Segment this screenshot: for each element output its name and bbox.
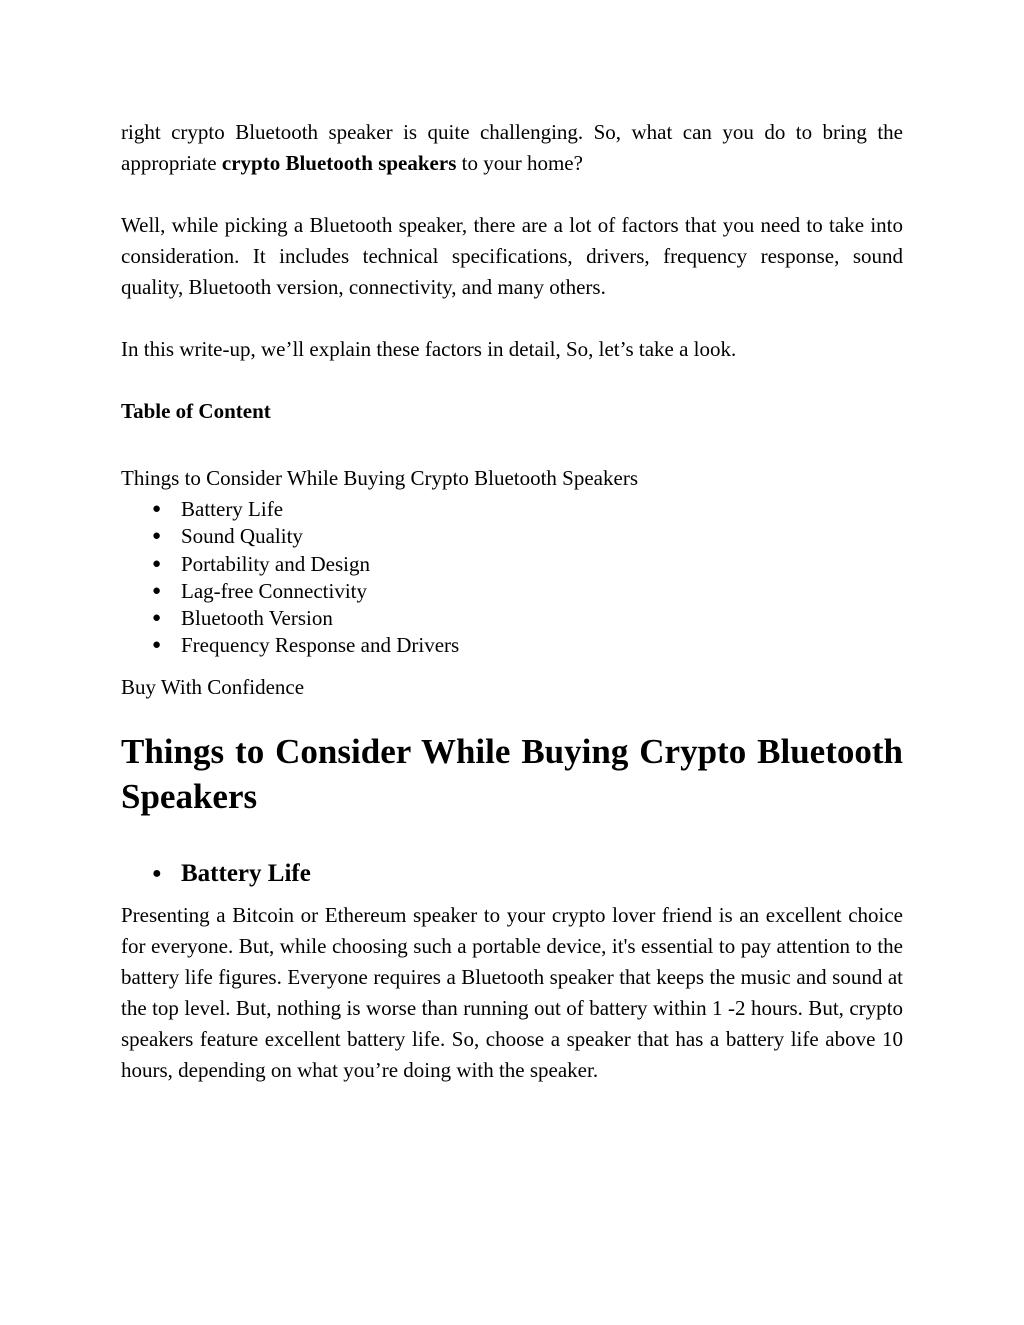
toc-footer: Buy With Confidence — [121, 674, 305, 699]
intro-paragraph-2: Well, while picking a Bluetooth speaker, there are a lot of factors that you need to take into consideration. It includes technical specifications, drivers, frequency response, sound quality, Bluetooth version, connectivity, and many others. — [121, 213, 903, 299]
battery-life-paragraph: Presenting a Bitcoin or Ethereum speaker to your crypto lover friend is an excellent choice for everyone. But, while choosing such a portable device, it's essential to pay attention to the battery life figures. Everyone requires a Bluetooth speaker that keeps the music and sound at the top level. But, nothing is worse than running out of battery within 1 -2 hours. But, crypto speakers feature excellent battery life. So, choose a speaker that has a battery life above 10 hours, depending on what you’re doing with the speaker. — [121, 902, 903, 1082]
toc-item — [121, 578, 903, 605]
intro-text-1: right crypto Bluetooth speaker is quite challenging. So, what can you do to bring the appropriate — [121, 120, 903, 175]
bullet-icon: ● — [152, 555, 162, 572]
document-page — [121, 117, 903, 1086]
toc-item-label: Portability and Design — [181, 551, 370, 576]
toc-item-label: Battery Life — [181, 497, 284, 521]
bullet-icon: ● — [152, 864, 162, 882]
bullet-icon: ● — [152, 501, 162, 517]
toc-item — [121, 632, 903, 659]
subsection-heading — [121, 857, 903, 891]
bullet-icon: ● — [152, 582, 162, 599]
toc-title: Things to Consider While Buying Crypto Bluetooth Speakers — [121, 466, 638, 490]
toc-item — [121, 523, 903, 550]
bullet-icon: ● — [152, 610, 162, 627]
toc-list — [121, 496, 903, 660]
crypto-speakers-bold-text: crypto Bluetooth speakers — [221, 151, 457, 175]
toc-item-label: Lag-free Connectivity — [181, 578, 368, 603]
toc-item — [121, 551, 903, 578]
toc-heading: Table of Content — [121, 399, 271, 423]
toc-item — [121, 496, 903, 523]
subsection-heading-label: Battery Life — [181, 859, 311, 887]
toc-item-label: Frequency Response and Drivers — [181, 633, 460, 658]
toc-item-label: Sound Quality — [181, 524, 303, 549]
bullet-icon: ● — [152, 528, 162, 545]
intro-paragraph-1 — [121, 117, 903, 179]
bullet-icon: ● — [152, 637, 162, 654]
section-heading: Things to Consider While Buying Crypto Bluetooth Speakers — [121, 731, 903, 816]
intro-paragraph-3: In this write-up, we’ll explain these factors in detail, So, let’s take a look. — [121, 337, 737, 361]
intro-text-2: to your home? — [456, 151, 583, 175]
toc-item-label: Bluetooth Version — [181, 606, 333, 631]
toc-item — [121, 605, 903, 632]
